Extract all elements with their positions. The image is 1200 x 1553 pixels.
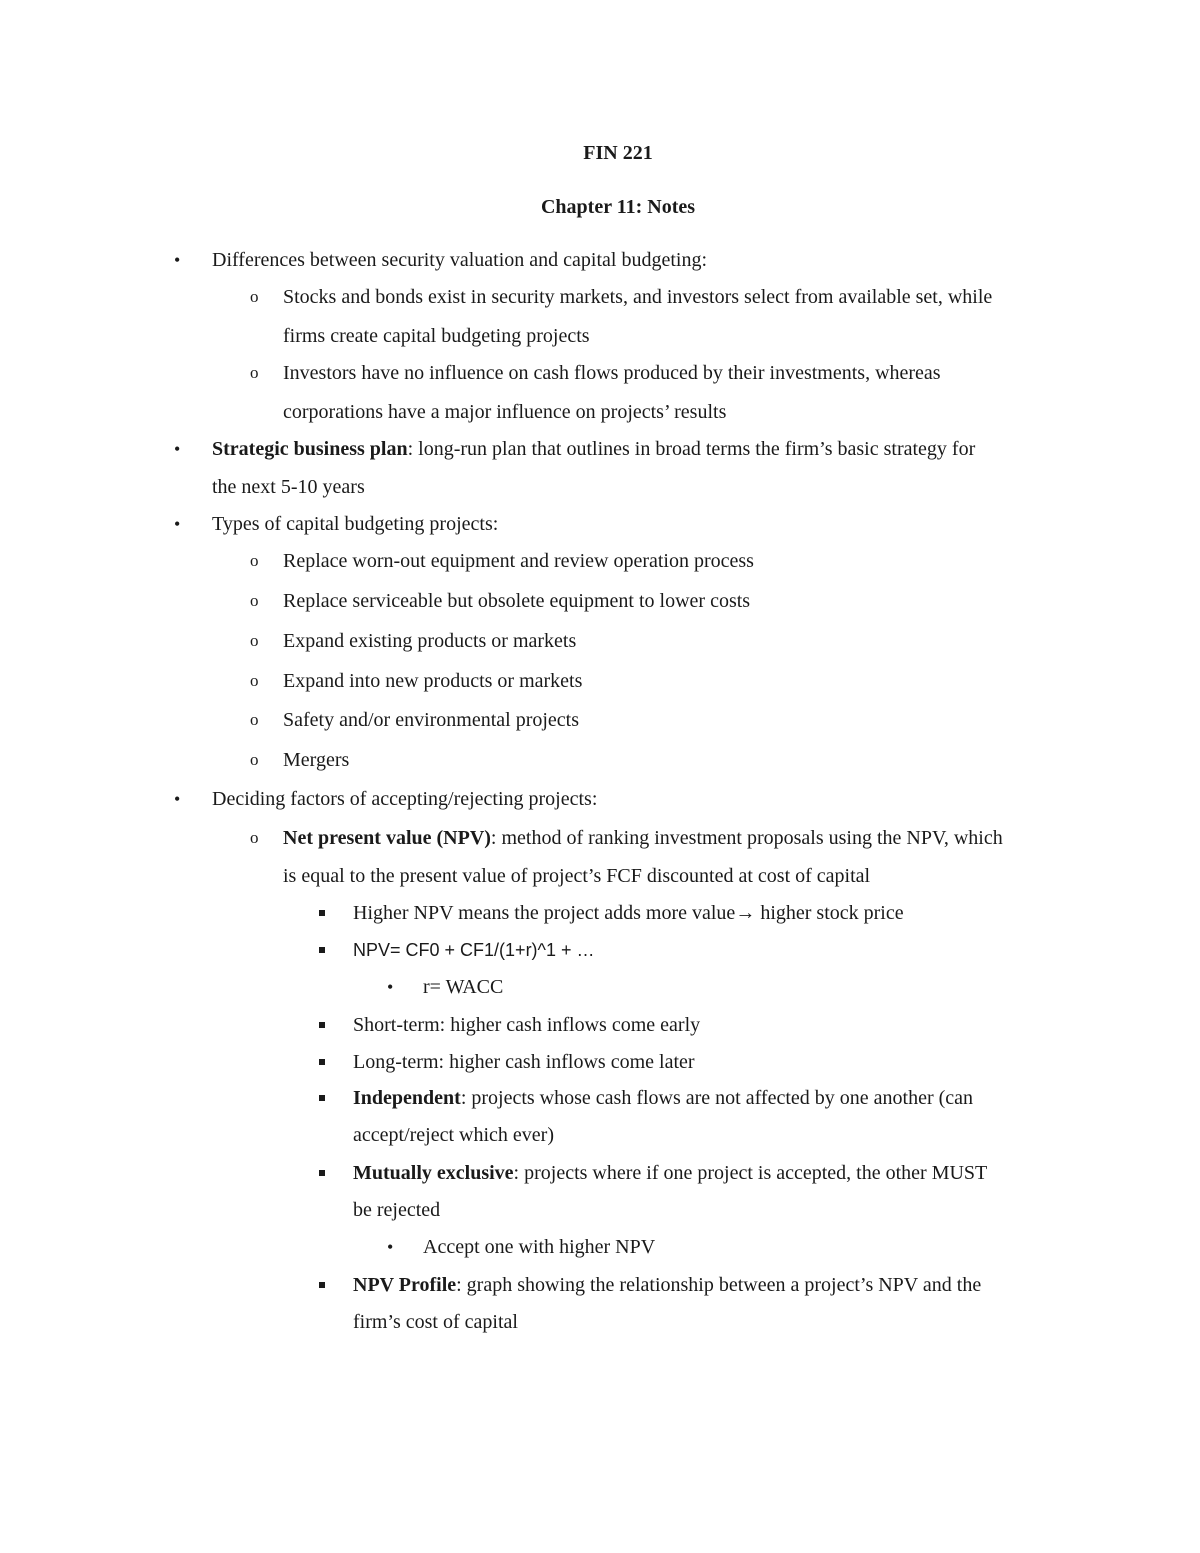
square-bullet-icon (319, 947, 325, 953)
item-npv-profile-cont: firm’s cost of capital (353, 1311, 518, 1333)
item-independent-cont: accept/reject which ever) (353, 1124, 554, 1146)
square-bullet-icon (319, 910, 325, 916)
bullet-differences: Differences between security valuation and capital budgeting: (212, 249, 707, 271)
term-strategic-business-plan: Strategic business plan (212, 438, 408, 460)
item-short-term: Short-term: higher cash inflows come early (353, 1014, 701, 1036)
sub-bullet-icon: o (250, 591, 259, 610)
square-bullet-icon (319, 1095, 325, 1101)
sub-bullet-icon: o (250, 287, 259, 306)
bullet-deciding-factors: Deciding factors of accepting/rejecting projects: (212, 788, 598, 810)
sub-bullet-npv (283, 826, 1003, 850)
bullet-strategic-plan-cont: the next 5-10 years (212, 476, 365, 498)
bullet-icon: • (174, 789, 181, 809)
bullet-icon: • (174, 250, 181, 270)
sub-bullet-investors-cont: corporations have a major influence on projects’ results (283, 401, 727, 423)
sub-bullet-icon: o (250, 551, 259, 570)
sub-bullet-stocks-bonds-cont: firms create capital budgeting projects (283, 325, 590, 347)
bullet-icon: • (174, 439, 181, 459)
bullet-project-types: Types of capital budgeting projects: (212, 513, 499, 535)
item-npv-formula: NPV= CF0 + CF1/(1+r)^1 + … (353, 940, 595, 960)
chapter-title: Chapter 11: Notes (540, 196, 696, 218)
bullet-icon: • (174, 514, 181, 534)
item-mutually-exclusive-cont: be rejected (353, 1199, 441, 1221)
course-title: FIN 221 (583, 142, 653, 164)
definition-text: : long-run plan that outlines in broad terms the firm’s basic strategy for (407, 438, 976, 460)
item-accept-higher: Accept one with higher NPV (423, 1236, 656, 1258)
term-npv: Net present value (NPV) (283, 827, 491, 849)
square-bullet-icon (319, 1282, 325, 1288)
list-item: Expand into new products or markets (283, 670, 583, 692)
sub-bullet-icon: o (250, 363, 259, 382)
sub-bullet-icon: o (250, 671, 259, 690)
list-item: Replace serviceable but obsolete equipment to lower costs (283, 590, 751, 612)
square-bullet-icon (319, 1022, 325, 1028)
item-npv-profile (353, 1273, 981, 1297)
term-mutually-exclusive: Mutually exclusive (353, 1162, 514, 1184)
term-npv-profile: NPV Profile (353, 1274, 457, 1296)
bullet-strategic-plan (212, 437, 975, 461)
definition-text: : projects where if one project is accepted, the other MUST (513, 1162, 988, 1184)
list-item: Mergers (283, 749, 350, 771)
arrow-right-icon: → (735, 902, 756, 924)
item-long-term: Long-term: higher cash inflows come later (353, 1051, 695, 1073)
item-independent (353, 1086, 973, 1110)
list-item: Safety and/or environmental projects (283, 709, 580, 731)
sub-bullet-investors: Investors have no influence on cash flows produced by their investments, whereas (283, 362, 941, 384)
bullet-icon: • (387, 977, 394, 997)
definition-text: : method of ranking investment proposals using the NPV, which (490, 827, 1003, 849)
term-independent: Independent (353, 1087, 461, 1109)
sub-bullet-npv-cont: is equal to the present value of project’s FCF discounted at cost of capital (283, 865, 871, 887)
definition-text: : projects whose cash flows are not affected by one another (can (460, 1087, 974, 1109)
sub-bullet-stocks-bonds: Stocks and bonds exist in security markets, and investors select from available set, while (283, 286, 993, 308)
definition-text: : graph showing the relationship between a project’s NPV and the (456, 1274, 982, 1296)
item-higher-npv: Higher NPV means the project adds more value→ higher stock price (353, 902, 904, 924)
sub-bullet-icon: o (250, 828, 259, 847)
sub-bullet-icon: o (250, 750, 259, 769)
square-bullet-icon (319, 1170, 325, 1176)
item-mutually-exclusive (353, 1161, 987, 1185)
sub-bullet-icon: o (250, 710, 259, 729)
list-item: Replace worn-out equipment and review operation process (283, 550, 754, 572)
bullet-icon: • (387, 1237, 394, 1257)
sub-bullet-icon: o (250, 631, 259, 650)
list-item: Expand existing products or markets (283, 630, 577, 652)
square-bullet-icon (319, 1059, 325, 1065)
item-r-definition: r= WACC (423, 976, 504, 998)
